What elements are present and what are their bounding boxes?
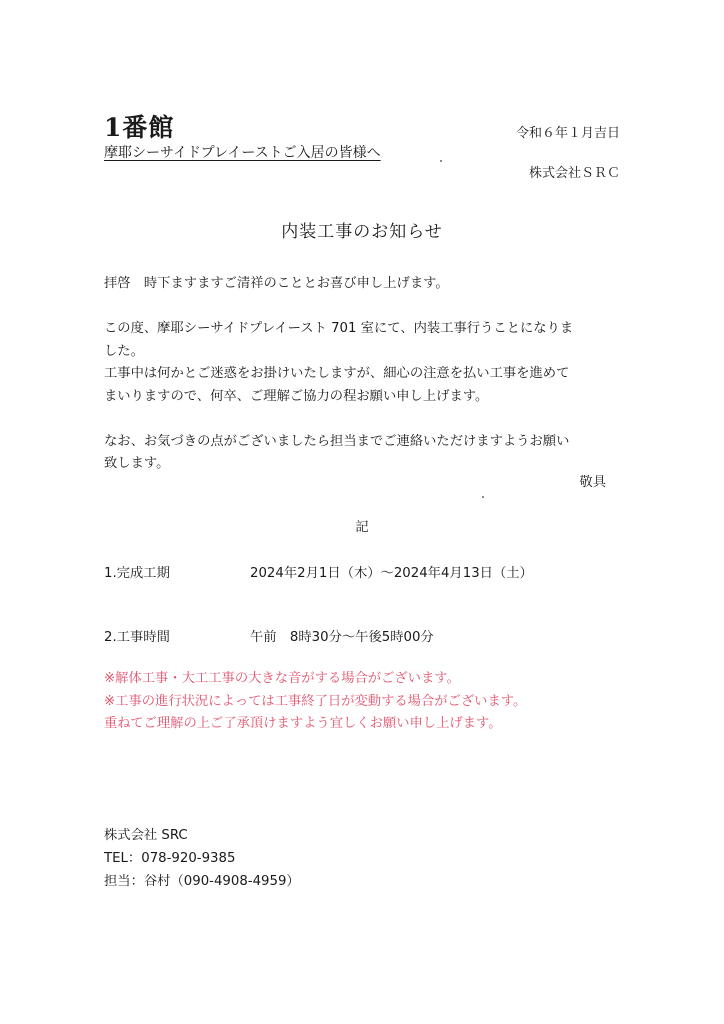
notice-title: 内装工事のお知らせ — [281, 222, 443, 242]
addressee: 摩耶シーサイドプレイーストご入居の皆様へ — [104, 145, 381, 161]
scan-speck — [482, 496, 484, 498]
paragraph-1-line-1: この度、摩耶シーサイドプレイースト 701 室にて、内装工事行うことになりま — [104, 321, 574, 336]
paragraph-2-line-1: 工事中は何かとご迷惑をお掛けいたしますが、細心の注意を払い工事を進めて — [104, 366, 570, 381]
contact-block — [104, 824, 300, 893]
sender-company: 株式会社ＳＲＣ — [528, 166, 620, 181]
issue-date: 令和６年１月吉日 — [515, 126, 620, 141]
contact-company: 株式会社 SRC — [104, 828, 188, 843]
contact-tel: TEL：078-920-9385 — [104, 851, 236, 866]
note-noise: ※解体工事・大工工事の大きな音がする場合がございます。 — [104, 671, 460, 686]
closing-word: 敬具 — [579, 475, 606, 490]
paragraph-3-line-2: 致します。 — [104, 456, 170, 471]
greeting: 拝啓 時下ますますご清祥のこととお喜び申し上げます。 — [104, 276, 449, 291]
paragraph-1-line-2: した。 — [104, 343, 144, 359]
work-hours-value: 午前 8時30分～午後5時00分 — [250, 630, 434, 645]
building-name: 1番館 — [104, 113, 175, 142]
paragraph-2-line-2: まいりますので、何卒、ご理解ご協力の程お願い申し上げます。 — [104, 388, 489, 404]
notice-body — [104, 273, 624, 476]
paragraph-3-line-1: なお、お気づきの点がございましたら担当までご連絡いただけますようお願い — [104, 433, 570, 449]
completion-period-value: 2024年2月1日（木）～2024年4月13日（土） — [250, 566, 533, 581]
note-request: 重ねてご理解の上ご了承頂けますよう宜しくお願い申し上げます。 — [104, 716, 502, 731]
note-schedule: ※工事の進行状況によっては工事終了日が変動する場合がございます。 — [104, 693, 527, 709]
scan-speck — [440, 160, 442, 162]
completion-period-label: 1.完成工期 — [104, 566, 170, 581]
contact-person: 担当：谷村（090-4908-4959） — [104, 874, 300, 889]
work-hours-label: 2.工事時間 — [104, 630, 170, 645]
notes-block — [104, 668, 526, 736]
ki-heading: 記 — [355, 520, 369, 535]
